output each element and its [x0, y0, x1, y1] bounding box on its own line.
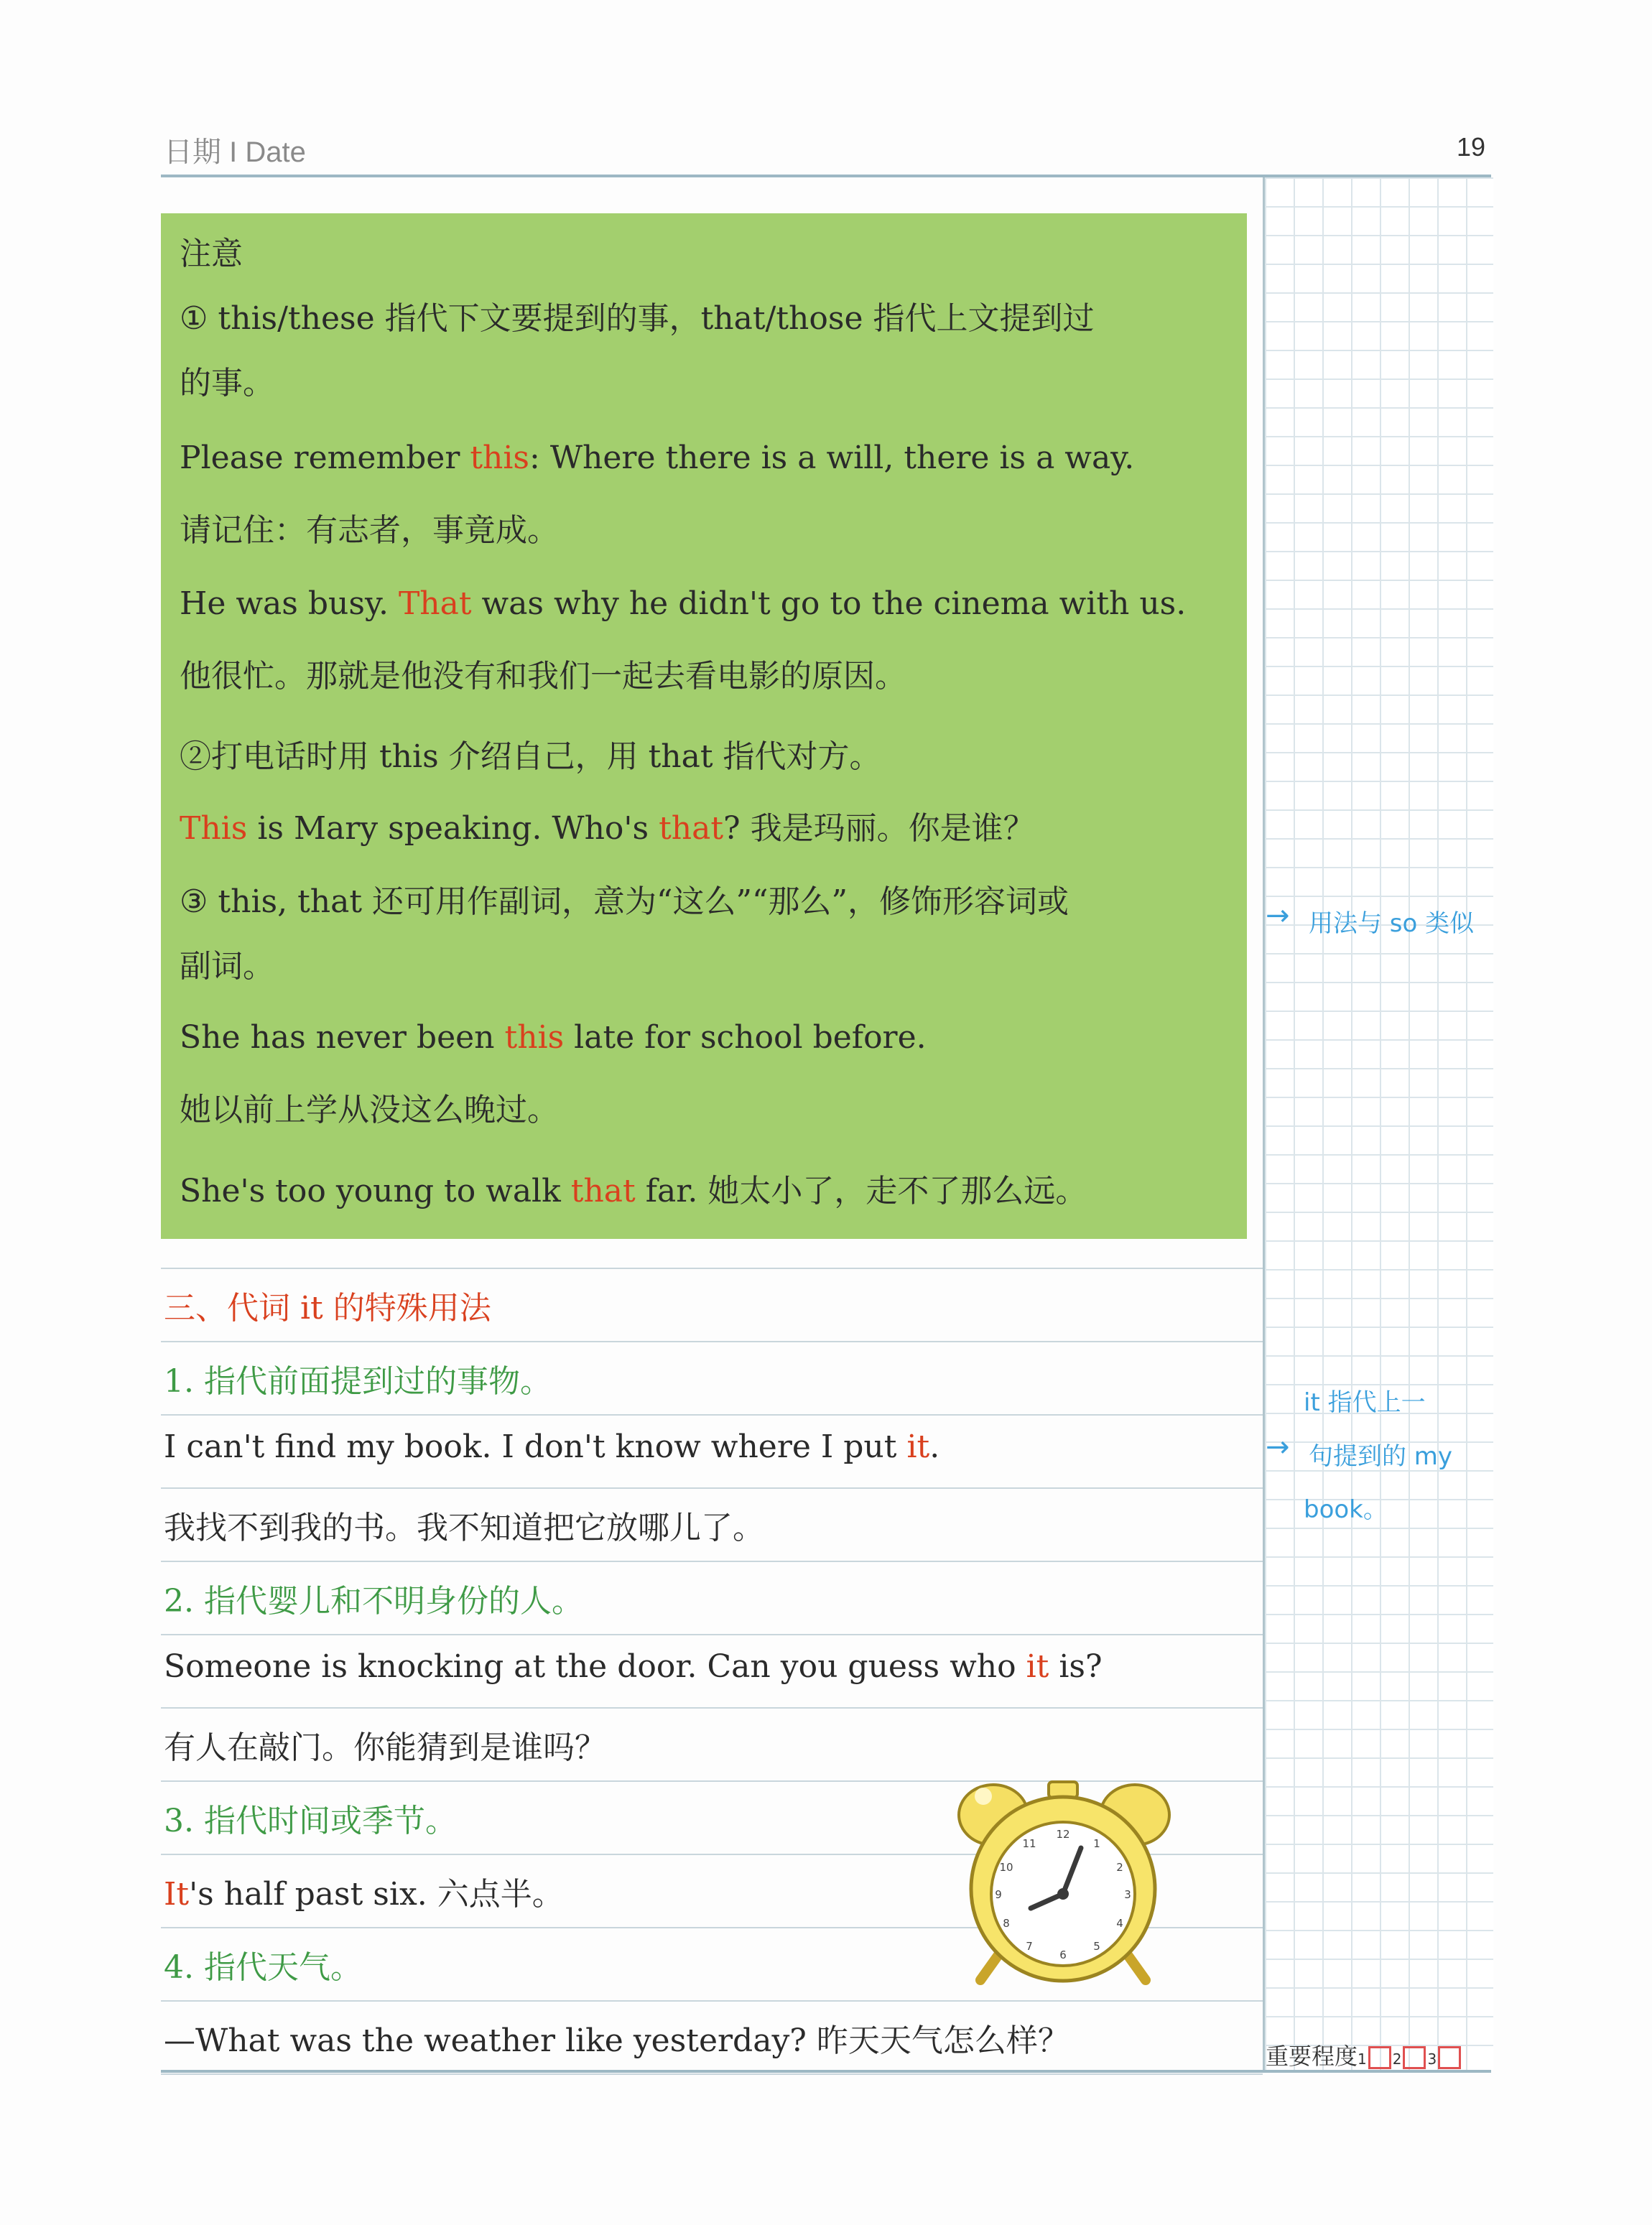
note-box [161, 213, 1247, 1239]
example-1-cn: 请记住：有志者，事竟成。 [180, 512, 559, 549]
note-point-3-line-2: 副词。 [180, 948, 274, 985]
usage-1-example-en: I can't find my book. I don't know where I put it. [164, 1429, 940, 1465]
page-number: 19 [1456, 132, 1485, 162]
rule-line [161, 1487, 1263, 1489]
keyword-highlight: This [180, 810, 248, 847]
importance-checkbox-3[interactable] [1438, 2046, 1461, 2069]
note-point-1-line-1: ① this/these 指代下文要提到的事，that/those 指代上文提到过 [180, 300, 1095, 337]
keyword-highlight: that [570, 1173, 636, 1209]
side-note-it-line-1: it 指代上一 [1304, 1388, 1426, 1417]
margin-grid [1263, 177, 1493, 2070]
example-1-en: Please remember this: Where there is a will, there is a way. [180, 440, 1135, 476]
svg-text:1: 1 [1093, 1837, 1100, 1850]
usage-3-title: 3. 指代时间或季节。 [164, 1803, 457, 1839]
rule-line [161, 1341, 1263, 1342]
note-point-1-line-2: 的事。 [180, 365, 274, 401]
usage-1-title: 1. 指代前面提到过的事物。 [164, 1363, 552, 1400]
svg-text:10: 10 [999, 1861, 1013, 1874]
example-2-en: He was busy. That was why he didn't go to the cinema with us. [180, 585, 1187, 622]
keyword-highlight: this [504, 1019, 565, 1056]
usage-3-example: It's half past six. 六点半。 [164, 1876, 564, 1913]
note-point-3-line-1: ③ this, that 还可用作副词，意为“这么”“那么”，修饰形容词或 [180, 883, 1069, 920]
keyword-highlight: It [164, 1876, 190, 1913]
usage-1-example-cn: 我找不到我的书。我不知道把它放哪儿了。 [164, 1510, 764, 1546]
example-4-en: She has never been this late for school before. [180, 1019, 927, 1056]
importance-checkbox-1[interactable] [1368, 2046, 1391, 2069]
date-label: 日期 I Date [164, 136, 306, 168]
svg-text:11: 11 [1022, 1837, 1036, 1850]
side-note-it-line-3: book。 [1304, 1495, 1388, 1524]
example-4-cn: 她以前上学从没这么晚过。 [180, 1092, 559, 1128]
svg-text:6: 6 [1059, 1948, 1067, 1961]
svg-text:12: 12 [1056, 1828, 1070, 1841]
rule-line [161, 1707, 1263, 1709]
example-5: She's too young to walk that far. 她太小了，走不了那么远。 [180, 1173, 1087, 1209]
example-3: This is Mary speaking. Who's that? 我是玛丽。你是谁？ [180, 810, 1035, 847]
keyword-highlight: this [470, 440, 530, 476]
example-2-cn: 他很忙。那就是他没有和我们一起去看电影的原因。 [180, 658, 906, 695]
keyword-highlight: it [906, 1429, 930, 1465]
svg-text:5: 5 [1093, 1940, 1100, 1953]
usage-4-title: 4. 指代天气。 [164, 1949, 362, 1986]
svg-text:4: 4 [1116, 1917, 1123, 1930]
svg-text:7: 7 [1026, 1940, 1033, 1953]
svg-text:3: 3 [1124, 1888, 1131, 1901]
usage-2-title: 2. 指代婴儿和不明身份的人。 [164, 1583, 583, 1620]
arrow-icon: → [1266, 899, 1290, 932]
rule-line [161, 2073, 1263, 2075]
importance-checkbox-2[interactable] [1403, 2046, 1426, 2069]
rule-line [161, 1561, 1263, 1562]
importance-rating: 重要程度1 2 3 [1266, 2038, 1462, 2071]
page-header [164, 122, 1493, 172]
alarm-clock-icon [952, 1770, 1174, 1986]
svg-text:9: 9 [995, 1888, 1002, 1901]
keyword-highlight: it [1026, 1648, 1049, 1685]
rule-line [161, 1634, 1263, 1635]
side-note-it-line-2: 句提到的 my [1309, 1442, 1453, 1471]
rule-line [161, 1414, 1263, 1416]
keyword-highlight: that [659, 810, 724, 847]
svg-text:2: 2 [1116, 1861, 1123, 1874]
usage-2-example-en: Someone is knocking at the door. Can you guess who it is? [164, 1648, 1103, 1685]
arrow-icon: → [1266, 1431, 1290, 1464]
note-point-2: ②打电话时用 this 介绍自己，用 that 指代对方。 [180, 738, 881, 775]
svg-text:8: 8 [1003, 1917, 1010, 1930]
usage-2-example-cn: 有人在敲门。你能猜到是谁吗？ [164, 1729, 606, 1766]
section-heading: 三、代词 it 的特殊用法 [164, 1290, 491, 1327]
note-title: 注意 [180, 236, 243, 272]
rule-line [161, 1268, 1263, 1269]
rule-line [161, 2000, 1263, 2002]
usage-4-example: —What was the weather like yesterday? 昨天天气怎么样？ [164, 2022, 1069, 2059]
side-note-so: 用法与 so 类似 [1309, 909, 1475, 938]
keyword-highlight: That [398, 585, 472, 622]
